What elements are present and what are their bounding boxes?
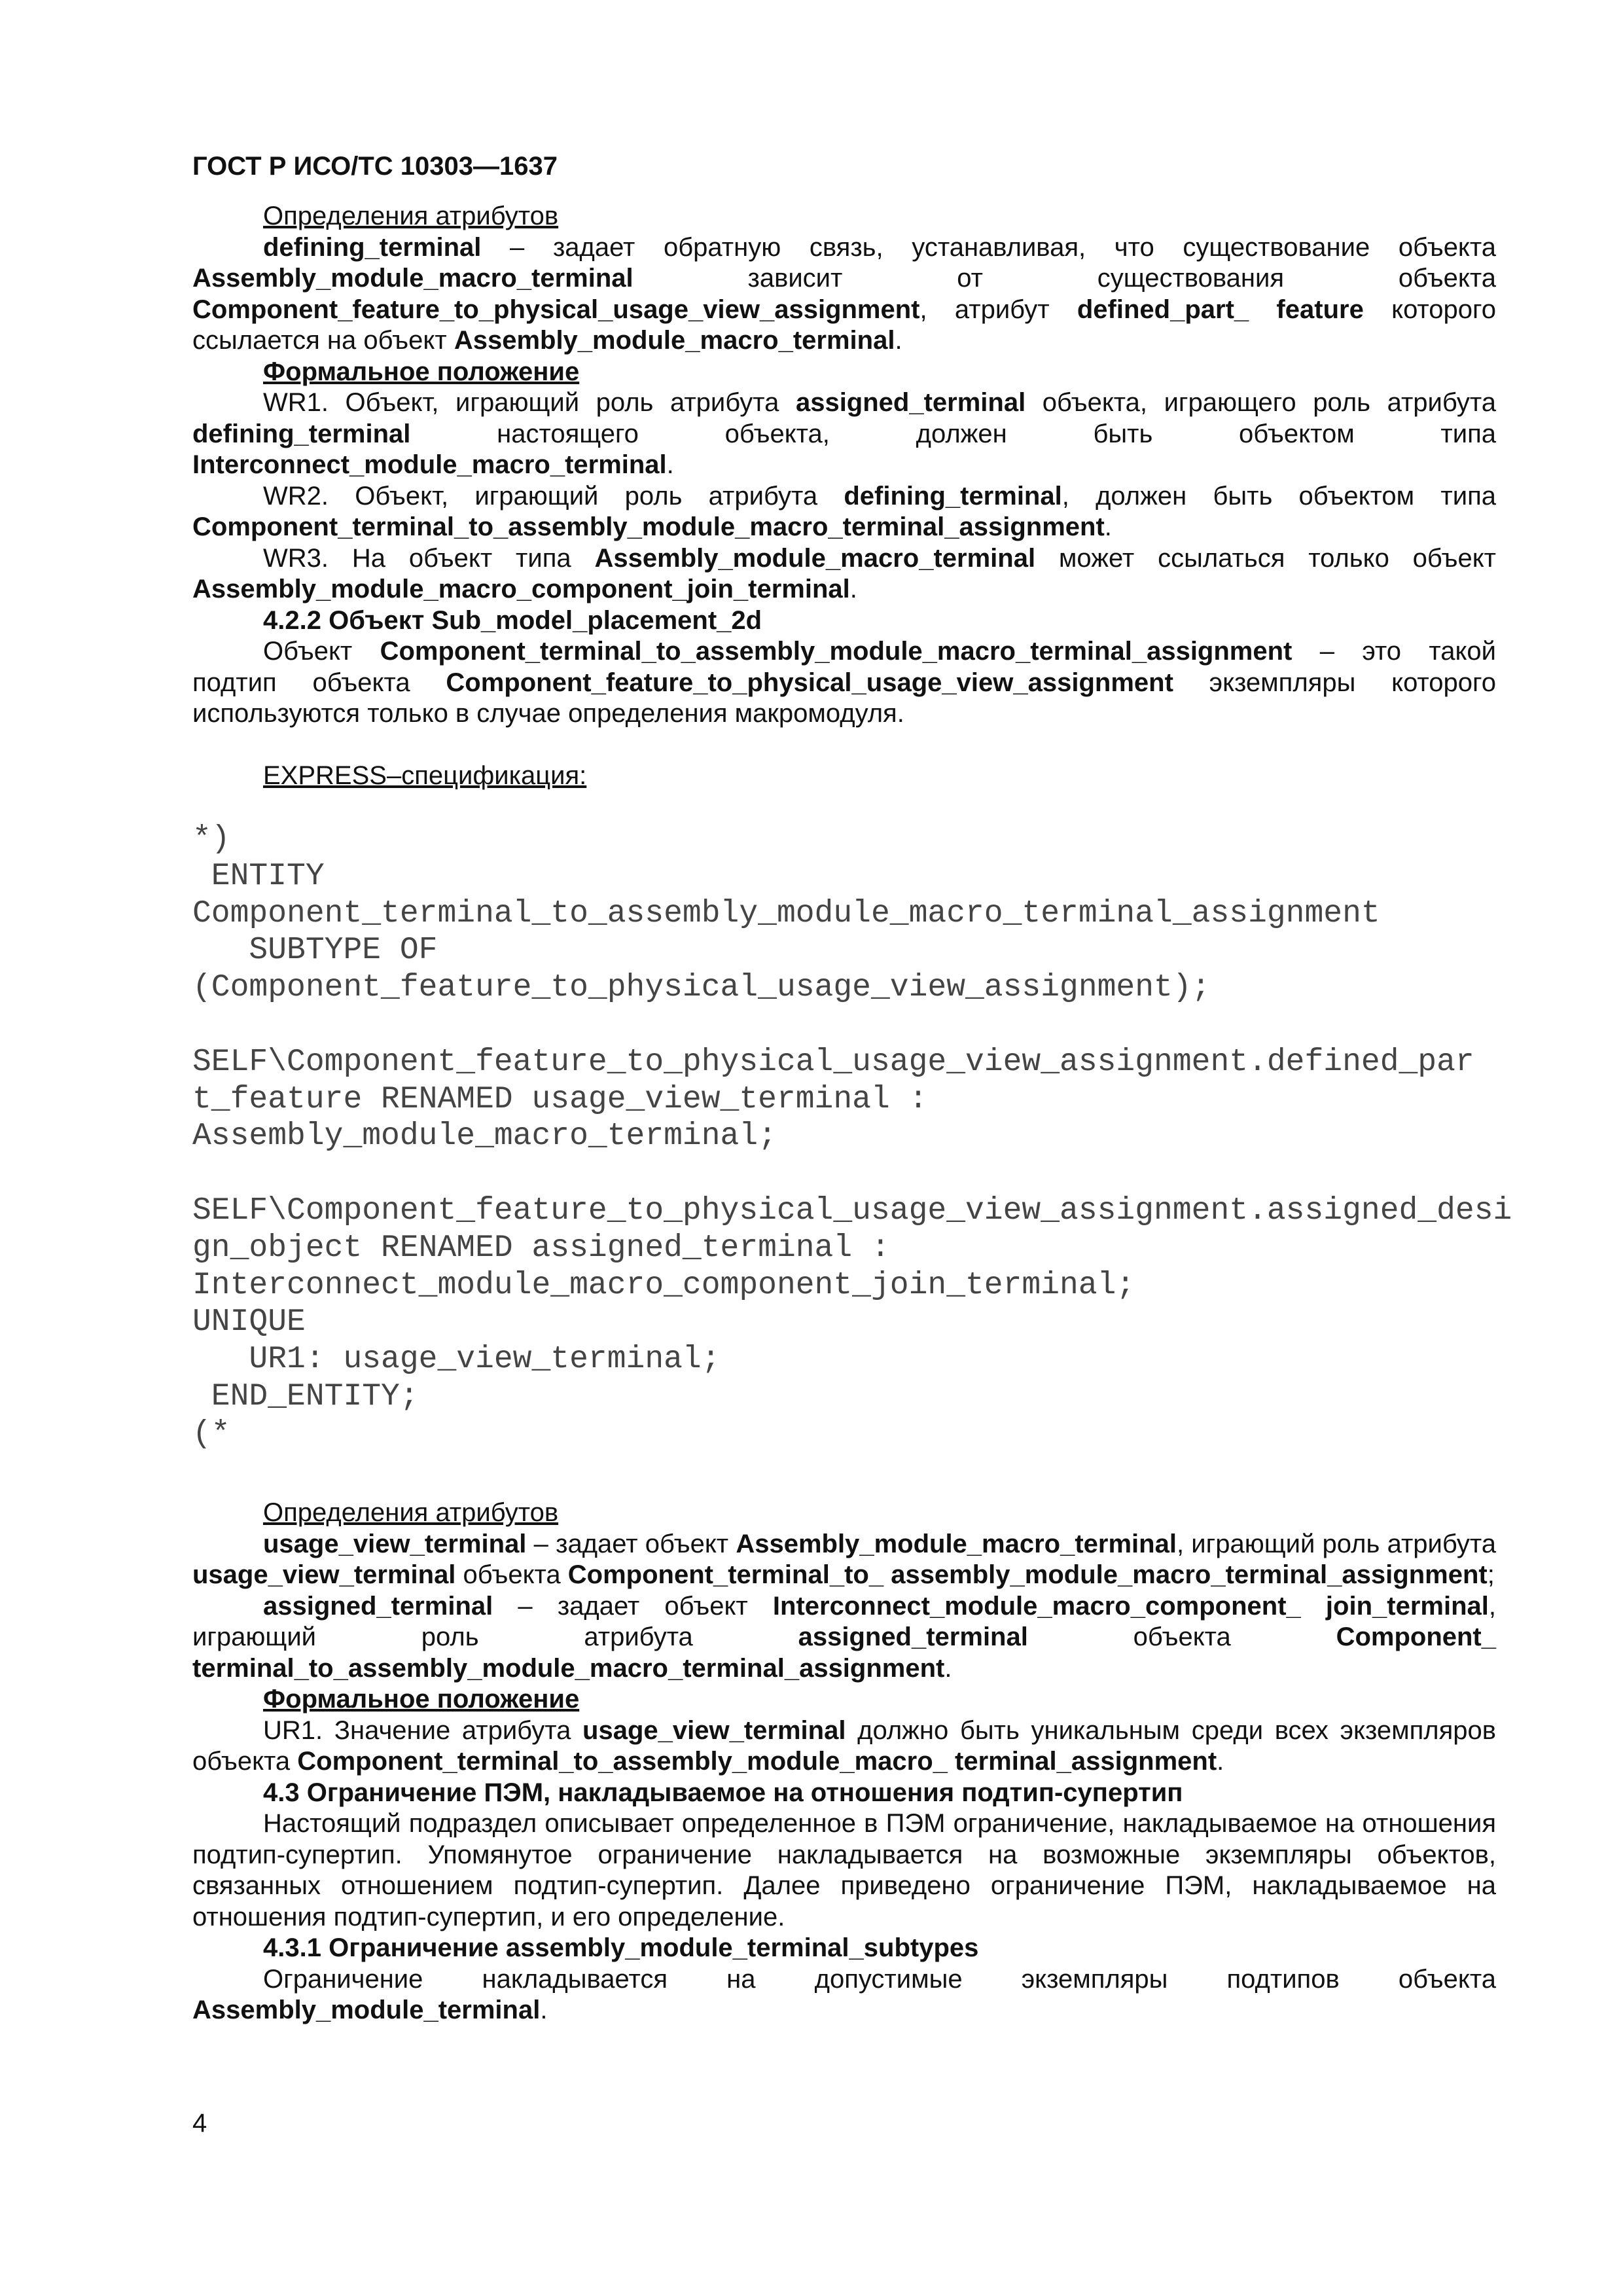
section-4-3-1-paragraph — [192, 1964, 1496, 2026]
text: , играющий роль атрибута — [192, 1591, 1496, 1651]
text: , атрибут — [919, 295, 1077, 324]
formal-proposition-heading-text: Формальное положение — [263, 1685, 580, 1713]
term: Assembly_module_macro_terminal — [454, 326, 895, 355]
term: Component_feature_to_physical_usage_view_assignment — [192, 295, 920, 324]
defining-terminal-paragraph — [192, 232, 1496, 357]
term: usage_view_terminal — [192, 1560, 456, 1589]
text: Ограничение накладывается на допустимые экземпляры подтипов объекта — [263, 1964, 1496, 1994]
text: – задает объект — [493, 1591, 773, 1621]
term: Component_terminal_to_assembly_module_macro_ terminal_assignment — [297, 1747, 1217, 1776]
attribute-definitions-heading — [192, 201, 1496, 232]
term: defining_terminal — [844, 481, 1062, 511]
wr2-paragraph — [192, 481, 1496, 543]
text: – это такой подтип объекта — [192, 637, 1497, 697]
attribute-definitions-heading-text: Определения атрибутов — [263, 202, 559, 230]
text-block-lower — [192, 1498, 1496, 2026]
page-number: 4 — [192, 2109, 207, 2138]
term: Assembly_module_macro_terminal — [594, 543, 1036, 573]
term: Component_terminal_to_assembly_module_macro_terminal_assignment — [192, 512, 1105, 541]
text: WR3. На объект типа — [263, 543, 595, 573]
term: Component_terminal_to_ assembly_module_macro_terminal_assignment — [567, 1560, 1488, 1589]
section-heading-text: 4.3 Ограничение ПЭМ, накладываемое на отношения подтип-супертип — [263, 1778, 1183, 1807]
text: объекта — [1027, 1623, 1336, 1651]
section-heading-text: 4.3.1 Ограничение assembly_module_terminal_subtypes — [263, 1933, 979, 1962]
term: Assembly_module_macro_component_join_terminal — [192, 575, 850, 603]
section-heading-4-3 — [192, 1778, 1496, 1809]
term: Assembly_module_terminal — [192, 1996, 541, 2024]
term: Component_terminal_to_assembly_module_macro_terminal_assignment — [380, 637, 1293, 666]
text: . — [944, 1653, 952, 1683]
ur1-paragraph — [192, 1715, 1496, 1778]
text: настоящего объекта, должен быть объектом типа — [410, 419, 1496, 448]
text: , играющий роль атрибута — [1176, 1529, 1497, 1558]
section-4-3-paragraph: Настоящий подраздел описывает определенное в ПЭМ ограничение, накладываемое на отношения подтип-супертип. Упомянутое ограничение накладывается на возможные экземпляры объектов, связанных отношением подтип-супертип. Далее приведено ограничение ПЭМ, накладываемое на отношения подтип-супертип, и его определение. — [192, 1809, 1496, 1931]
term: defining_terminal — [192, 419, 411, 448]
attribute-definitions-heading — [192, 1498, 1496, 1529]
text: . — [849, 575, 857, 603]
text: . — [1104, 512, 1112, 541]
text: может ссылаться только объект — [1035, 543, 1497, 573]
text: Объект — [263, 637, 380, 666]
text: . — [1217, 1747, 1224, 1776]
text: WR2. Объект, играющий роль атрибута — [263, 481, 844, 511]
text: – задает обратную связь, устанавливая, что существование объекта — [481, 232, 1496, 262]
express-spec-label-text: EXPRESS–спецификация: — [263, 761, 587, 790]
term: defined_part_ feature — [1077, 295, 1364, 324]
express-spec-label — [192, 761, 1496, 792]
term: usage_view_terminal — [582, 1715, 846, 1745]
formal-proposition-heading — [192, 1684, 1496, 1715]
formal-proposition-heading-text: Формальное положение — [263, 357, 580, 386]
text: . — [666, 450, 674, 479]
term: Component_ terminal_to_assembly_module_macro_terminal_assignment — [192, 1623, 1496, 1683]
usage-view-terminal-paragraph — [192, 1529, 1496, 1591]
entity-description-paragraph — [192, 636, 1496, 730]
text: . — [895, 326, 902, 355]
term: usage_view_terminal — [263, 1529, 527, 1558]
text: UR1. Значение атрибута — [263, 1715, 583, 1745]
text: объекта, играющего роль атрибута — [1026, 388, 1497, 417]
term: Assembly_module_macro_terminal — [192, 264, 633, 293]
wr3-paragraph — [192, 543, 1496, 605]
section-heading-4-2-2 — [192, 605, 1496, 637]
formal-proposition-heading — [192, 357, 1496, 388]
term: assigned_terminal — [798, 1623, 1028, 1651]
term: Interconnect_module_macro_component_ join_terminal — [772, 1591, 1489, 1621]
text: , должен быть объектом типа — [1061, 481, 1496, 511]
term: Interconnect_module_macro_terminal — [192, 450, 667, 479]
text: должно быть уникальным среди всех экземпляров объекта — [192, 1715, 1496, 1776]
text: зависит от существования объекта — [633, 264, 1496, 293]
attribute-definitions-heading-text: Определения атрибутов — [263, 1498, 559, 1527]
text: . — [540, 1996, 548, 2024]
text: – задает объект — [526, 1529, 736, 1558]
text: ; — [1487, 1560, 1495, 1589]
term: defining_terminal — [263, 232, 482, 262]
assigned-terminal-paragraph — [192, 1591, 1496, 1685]
term: assigned_terminal — [795, 388, 1026, 417]
text: объекта — [455, 1560, 568, 1589]
term: Component_feature_to_physical_usage_view_assignment — [446, 668, 1173, 697]
document-header: ГОСТ Р ИСО/ТС 10303—1637 — [192, 152, 558, 181]
term: assigned_terminal — [263, 1591, 493, 1621]
text-block-upper — [192, 201, 1496, 791]
text: WR1. Объект, играющий роль атрибута — [263, 388, 796, 417]
wr1-paragraph — [192, 387, 1496, 481]
section-heading-text: 4.2.2 Объект Sub_model_placement_2d — [263, 605, 762, 635]
express-code-block: *) ENTITY Component_terminal_to_assembly_module_macro_terminal_assignment SUBTYPE OF (Component_feature_to_physical_usage_view_assignment); SELF\Component_feature_to_physical_usage_view_assignment.defined_par t_feature RENAMED usage_view_terminal : Assembly_module_macro_terminal; SELF\Component_feature_to_physical_usage_view_assignment.assigned_desi gn_object RENAMED assigned_terminal : Interconnect_module_macro_component_join_terminal; UNIQUE UR1: usage_view_terminal; END_ENTITY; (* — [192, 821, 1512, 1452]
text: экземпляры которого используются только в случае определения макромодуля. — [192, 668, 1496, 728]
section-heading-4-3-1 — [192, 1933, 1496, 1964]
term: Assembly_module_macro_terminal — [736, 1529, 1177, 1558]
text: которого ссылается на объект — [192, 295, 1496, 355]
